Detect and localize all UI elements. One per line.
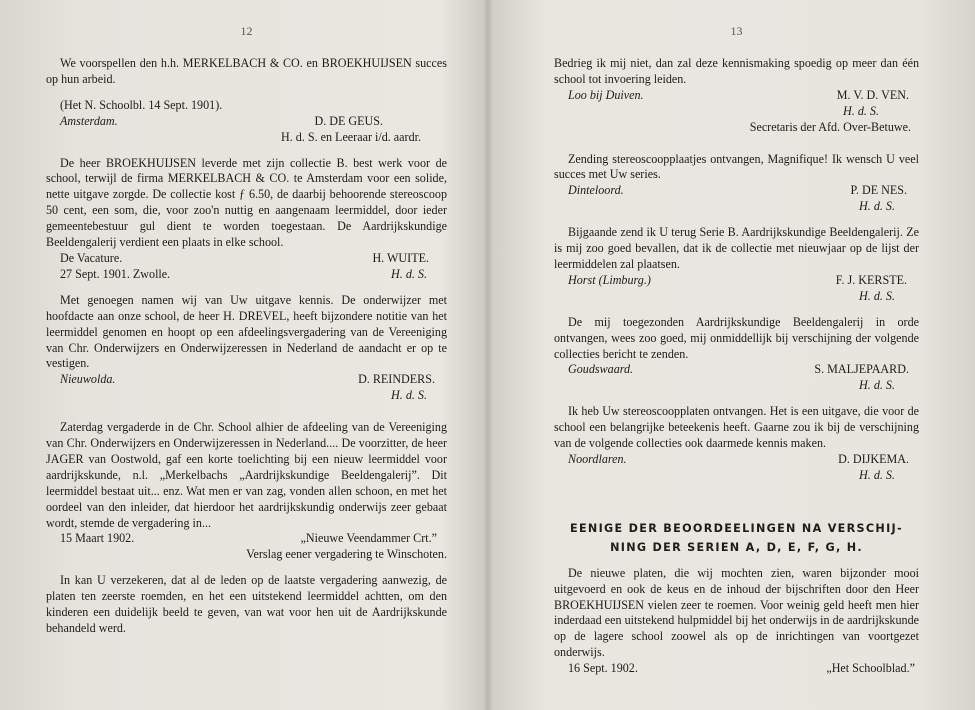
signature-name: M. V. D. VEN. (836, 87, 909, 102)
heading-line-2: NING DER SERIEN A, D, E, F, G, H. (610, 540, 863, 554)
paragraph: Zending stereoscoopplaatjes ontvangen, Magnifique! Ik wensch U veel succes met Uw series. (554, 151, 919, 182)
source: „Het Schoolblad.” (826, 661, 915, 676)
source: „Nieuwe Veendammer Crt.” (300, 531, 437, 546)
page-number: 13 (730, 24, 743, 38)
page-left (0, 0, 487, 710)
paragraph: Met genoegen namen wij van Uw uitgave kennis. De onderwijzer met hoofdacte aan onze school, de heer H. DREVEL, heeft bijzondere notitie van het leermiddel genomen en hoopt op een afdeelingsvergadering van de Vereeniging van Chr. Onderwijzers en Onderwijzeressen in Nederland de aandacht er op te vestigen. (46, 292, 447, 371)
signature-name: F. J. KERSTE. (835, 272, 907, 287)
signature-name: D. DE GEUS. (314, 113, 383, 128)
place: Loo bij Duiven. (568, 87, 644, 102)
source-line: (Het N. Schoolbl. 14 Sept. 1901). (60, 97, 223, 112)
paragraph: Bedrieg ik mij niet, dan zal deze kennismaking spoedig op meer dan één school tot invoering leiden. (554, 56, 919, 86)
signature-title: H. d. S. en Leeraar i/d. aardr. (280, 129, 421, 144)
signature-row (46, 114, 447, 130)
signature-row (46, 267, 447, 283)
signature-title: H. d. S. (391, 388, 427, 403)
signature-name: D. REINDERS. (358, 372, 435, 387)
signature-row (46, 531, 447, 547)
place: Goudswaard. (568, 362, 634, 377)
paragraph: De nieuwe platen, die wij mochten zien, waren bijzonder mooi uitgevoerd en ook de keus en de inhoud der bijschriften door den Heer BROEKHUIJSEN vielen zeer te roemen. Voor weinig geld heeft men hier inderdaad een uitstekend hulpmiddel bij het onderwijs in de aardrijkskunde op de lagere school zoowel als op de inrichtingen van voortgezet onderwijs. (554, 565, 919, 660)
place: Amsterdam. (60, 113, 118, 128)
place: Horst (Limburg.) (568, 272, 651, 287)
signature-row (554, 452, 919, 468)
page-number: 12 (240, 24, 253, 38)
signature-title: H. d. S. (859, 199, 895, 214)
signature-title: H. d. S. (859, 467, 895, 482)
paragraph: In kan U verzekeren, dat al de leden op de laatste vergadering aanwezig, de platen ten zeerste roemden, en het een uitstekend leermiddel achtten, om den kinderen een duidelijk beeld te geven, van wat voor hen uit de Aardrijkskunde behandeld werd. (46, 573, 447, 635)
signature-row (46, 372, 447, 388)
signature-name: D. DIJKEMA. (838, 451, 909, 466)
paragraph: De heer BROEKHUIJSEN leverde met zijn collectie B. best werk voor de school, terwijl de firma MERKELBACH & CO. te Amsterdam voor een solide, nette uitgave zorgde. De collectie kost ƒ 6.50, de daarbij behoorende stereoscoop 50 cent, een som, die, voor zoo'n nuttig en aangenaam leermiddel, door ieder gemeentebestuur gul dient te worden toegestaan. De Aardrijkskundige Beeldengalerij verdient een plaats in elke school. (46, 155, 447, 250)
paragraph: Ik heb Uw stereoscoopplaten ontvangen. Het is een uitgave, die voor de school een belangrijke beteekenis heeft. Gaarne zou ik bij de verschijning van de volgende collecties ook daarmede kennis maken. (554, 404, 919, 451)
paragraph: Zaterdag vergaderde in de Chr. School alhier de afdeeling van de Vereeniging van Chr. Onderwijzers en Onderwijzeressen in Nederland.... De voorzitter, de heer JAGER van Oostwold, gaf een korte toelichting bij een nieuw leermiddel voor aardrijkskunde, n.l. „Merkelbachs „Aardrijkskundige Beeldengalerij”. Dit leermiddel bestaat uit... enz. Wat men er van zag, vonden allen schoon, en met het oordeel van den inleider, dat hierdoor het aardrijkskundig onderwijs zeer gebaat wordt, stemde de vergadering in... (46, 420, 447, 530)
signature-title: H. d. S. (391, 266, 427, 281)
signature-title: H. d. S. (843, 103, 879, 118)
paragraph: Bijgaande zend ik U terug Serie B. Aardrijkskundige Beeldengalerij. Ze is mij zoo goed bevallen, dat ik de collectie met nieuwjaar op de lijst der leermiddelen zal plaatsen. (554, 225, 919, 271)
paragraph: We voorspellen den h.h. MERKELBACH & CO. en BROEKHUIJSEN succes op hun arbeid. (46, 56, 447, 86)
signature-name: H. WUITE. (372, 250, 429, 265)
paragraph: De mij toegezonden Aardrijkskundige Beeldengalerij in orde ontvangen, wees zoo goed, mij onmiddellijk bij verschijning der volgende collecties bericht te zenden. (554, 314, 919, 361)
signature-row (554, 273, 919, 289)
signature-row (554, 362, 919, 378)
place: Noordlaren. (568, 451, 627, 466)
signature-title: H. d. S. (859, 288, 895, 303)
signature-row (554, 661, 919, 677)
date: 15 Maart 1902. (60, 531, 135, 546)
signature-row (554, 183, 919, 199)
place: Nieuwolda. (60, 372, 116, 387)
signature-title-2: Secretaris der Afd. Over-Betuwe. (749, 119, 911, 134)
heading-line-1: EENIGE DER BEOORDEELINGEN NA VERSCHIJ- (570, 521, 903, 535)
place: Dinteloord. (568, 183, 624, 198)
section-heading (554, 519, 919, 557)
date-place: 27 Sept. 1901. Zwolle. (60, 266, 171, 281)
signature-title: H. d. S. (859, 378, 895, 393)
place: De Vacature. (60, 250, 123, 265)
signature-row (554, 88, 919, 104)
page-right (488, 0, 975, 710)
source-note: Verslag eener vergadering te Winschoten. (246, 547, 447, 562)
signature-row (46, 251, 447, 267)
signature-name: S. MALJEPAARD. (814, 362, 909, 377)
date: 16 Sept. 1902. (568, 661, 638, 676)
signature-name: P. DE NES. (850, 183, 907, 198)
